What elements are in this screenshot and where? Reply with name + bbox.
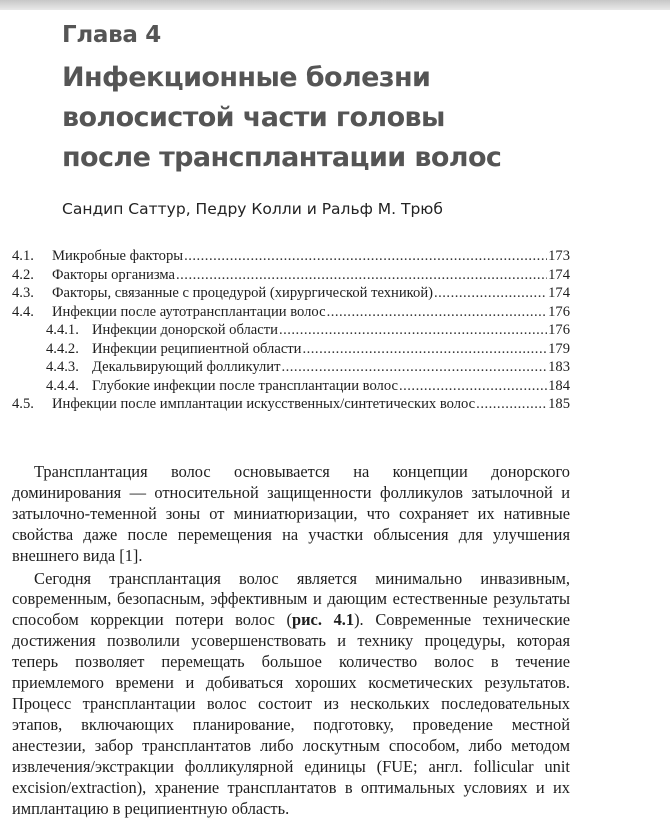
chapter-authors: Сандип Саттур, Педру Колли и Ральф М. Трюб (62, 200, 443, 218)
toc-page-number: 174 (548, 266, 570, 283)
chapter-title (62, 58, 662, 178)
toc-title: Инфекции после имплантации искусственных/синтетических волос (52, 396, 476, 412)
toc-leader-dots (281, 359, 547, 376)
paragraph-2-start: Сегодня трансплантация волос является минимально инвазивным, современным, безопасным, эффективным и дающим естественные результаты способом коррекции потери волос ( (12, 568, 570, 630)
toc-entry[interactable] (12, 248, 570, 267)
toc-page-number: 173 (548, 248, 570, 264)
paragraph-1: Трансплантация волос основывается на концепции донорского доминирования — относительной защищенности фолликулов затылочной и затылочно-теменной зоны от миниатюризации, что сохраняет их нативные свойства даже после перемещения на участки облысения для улучшения внешнего вида [1]. (12, 462, 570, 565)
toc-entry[interactable] (12, 396, 570, 415)
toc-entry[interactable] (12, 304, 570, 323)
toc-number: 4.5. (12, 396, 34, 412)
toc-page-number: 179 (548, 340, 570, 357)
toc-subentry[interactable] (12, 378, 570, 397)
toc-subentry[interactable] (12, 322, 570, 341)
toc-title: Глубокие инфекции после трансплантации волос (92, 377, 398, 394)
chapter-title-line-1: Инфекционные болезни (62, 62, 431, 93)
toc-page-number: 184 (548, 377, 570, 394)
toc-title: Инфекции донорской области (92, 322, 278, 338)
chapter-title-line-2: волосистой части головы (62, 102, 445, 133)
toc-number: 4.2. (12, 266, 34, 283)
toc-leader-dots (327, 304, 548, 321)
toc-entry[interactable] (12, 285, 570, 304)
toc-leader-dots (302, 341, 547, 358)
page-top-bar (0, 0, 670, 10)
toc-leader-dots (176, 267, 547, 284)
toc-page-number: 183 (548, 359, 570, 375)
chapter-title-line-3: после трансплантации волос (62, 142, 502, 173)
toc-page-number: 185 (548, 396, 570, 412)
toc-number: 4.4.1. (46, 322, 79, 338)
toc-number: 4.4.4. (46, 377, 79, 394)
toc-number: 4.1. (12, 248, 34, 264)
toc-title: Инфекции после аутотрансплантации волос (52, 303, 326, 320)
toc-title: Факторы, связанные с процедурой (хирургической техникой) (52, 285, 433, 301)
toc-title: Декальвирующий фолликулит (92, 359, 281, 375)
toc-number: 4.3. (12, 285, 34, 301)
toc-title: Факторы организма (52, 266, 175, 283)
table-of-contents (12, 248, 570, 415)
toc-number: 4.4.3. (46, 359, 79, 375)
toc-subentry[interactable] (12, 341, 570, 360)
toc-title: Инфекции реципиентной области (92, 340, 302, 357)
toc-subentry[interactable] (12, 359, 570, 378)
toc-leader-dots (279, 322, 547, 339)
toc-number: 4.4. (12, 303, 34, 320)
toc-entry[interactable] (12, 267, 570, 286)
chapter-label: Глава 4 (62, 22, 162, 48)
toc-title: Микробные факторы (52, 248, 184, 264)
toc-page-number: 174 (548, 285, 570, 301)
paragraph-2-end: ). Современные технические достижения позволили усовершенствовать и технику процедуры, которая теперь позволяет перемещать большое количество волос в течение приемлемого времени и добиваться хороших косметических результатов. Процесс трансплантации волос состоит из нескольких последовательных этапов, включающих планирование, подготовку, проведение местной анестезии, забор трансплантатов либо лоскутным способом, либо методом извлечения/экстракции фолликулярной единицы (FUE; англ. follicular unit excision/extraction), хранение трансплантатов в оптимальных условиях и их имплантацию в реципиентную область. (12, 610, 570, 818)
toc-number: 4.4.2. (46, 340, 79, 357)
paragraph-2 (12, 569, 570, 820)
toc-page-number: 176 (548, 322, 570, 338)
figure-reference-link[interactable]: рис. 4.1 (291, 610, 355, 630)
toc-leader-dots (184, 248, 547, 265)
toc-page-number: 176 (548, 303, 570, 320)
body-text (12, 462, 570, 819)
toc-leader-dots (399, 378, 547, 395)
toc-leader-dots (434, 285, 547, 302)
toc-leader-dots (476, 396, 547, 413)
